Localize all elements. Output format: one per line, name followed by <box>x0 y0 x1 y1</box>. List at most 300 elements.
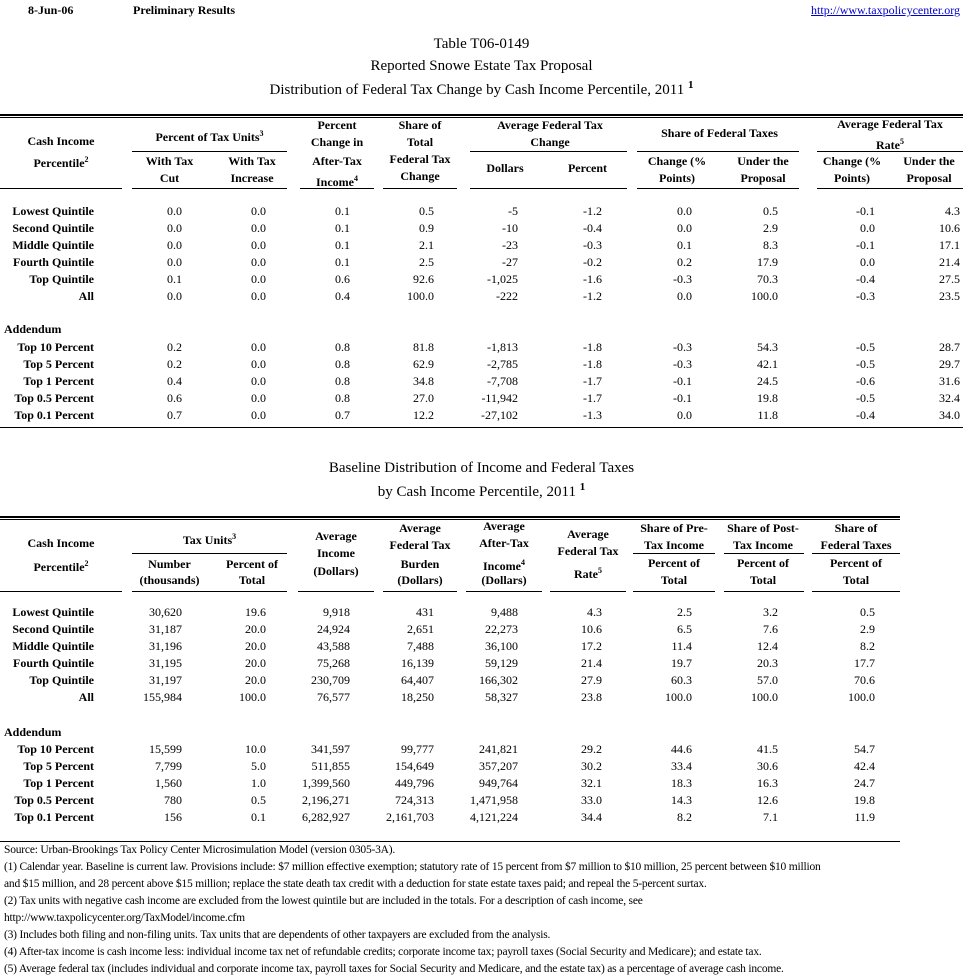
t1-group3-rule <box>637 151 799 152</box>
row-label: Top 1 Percent <box>23 374 94 388</box>
cell-value: 0.1 <box>335 204 350 218</box>
t1-rule <box>0 188 122 189</box>
cell-value: 0.0 <box>251 238 266 252</box>
table-row <box>0 622 963 639</box>
cell-value: 100.0 <box>848 690 875 704</box>
row-label: Top 10 Percent <box>17 340 94 354</box>
t2-h-col5-l2: After-Tax <box>479 536 529 550</box>
cell-value: 2,196,271 <box>302 793 350 807</box>
row-label: Top 1 Percent <box>23 776 94 790</box>
t1-h-g3c1-l1: Change (% <box>647 154 707 168</box>
cell-value: 10.0 <box>245 742 266 756</box>
t1-h-col4-l3: Federal Tax <box>389 152 451 166</box>
cell-value: 780 <box>164 793 182 807</box>
t2-h-col3-l2: Income <box>317 546 355 560</box>
table-row <box>0 673 963 690</box>
table-row <box>0 759 963 776</box>
cell-value: 31.6 <box>939 374 960 388</box>
t1-h-g1c1-l1: With Tax <box>145 154 194 168</box>
t2-rule <box>633 591 715 592</box>
t2-h-col3-l3: (Dollars) <box>313 564 359 578</box>
cell-value: -0.2 <box>583 255 602 269</box>
t2-h-g1c2-l1: Percent of <box>225 557 279 571</box>
cell-value: 21.4 <box>581 656 602 670</box>
t2-h-col6-l3: Rate$^5$ <box>574 566 602 581</box>
t1-h-g3c2-l1: Under the <box>737 154 789 168</box>
row-label: Top 0.5 Percent <box>14 391 94 405</box>
table1-title: Reported Snowe Estate Tax Proposal <box>370 58 593 74</box>
cell-value: 0.0 <box>251 408 266 422</box>
t1-h-col4-l2: Total <box>406 135 434 149</box>
cell-value: -1.3 <box>583 408 602 422</box>
cell-value: 0.5 <box>251 793 266 807</box>
cell-value: 154,649 <box>395 759 434 773</box>
cell-value: 11.8 <box>757 408 778 422</box>
report-status: Preliminary Results <box>133 3 236 17</box>
cell-value: 0.0 <box>251 221 266 235</box>
cell-value: -0.3 <box>673 340 692 354</box>
table-row <box>0 357 963 374</box>
t2-col8-rule <box>724 553 804 554</box>
t1-group4-rule <box>817 151 963 152</box>
cell-value: 0.0 <box>860 221 875 235</box>
t2-h-col8-s1: Percent of <box>736 556 790 570</box>
cell-value: 23.5 <box>939 289 960 303</box>
cell-value: 7,799 <box>155 759 182 773</box>
cell-value: -1.2 <box>583 204 602 218</box>
cell-value: 2,161,703 <box>386 810 434 824</box>
cell-value: -0.3 <box>856 289 875 303</box>
report-date: 8-Jun-06 <box>28 3 74 17</box>
t1-rule <box>817 188 963 189</box>
t1-h-g3c2-l2: Proposal <box>740 171 786 185</box>
t1-h-col4-l4: Change <box>400 169 440 183</box>
cell-value: 100.0 <box>751 289 778 303</box>
cell-value: 1,560 <box>155 776 182 790</box>
cell-value: 59,129 <box>485 656 518 670</box>
cell-value: 0.0 <box>167 204 182 218</box>
table-row <box>0 810 963 827</box>
cell-value: 14.3 <box>671 793 692 807</box>
cell-value: 20.0 <box>245 639 266 653</box>
t2-h-col9-s2: Total <box>842 573 870 587</box>
t1-h-g1c2-l1: With Tax <box>228 154 276 168</box>
table1-subtitle: Distribution of Federal Tax Change by Cash Income Percentile, 2011 $^1$ <box>269 79 694 98</box>
table-row <box>0 639 963 656</box>
cell-value: 8.2 <box>860 639 875 653</box>
t2-h-col9-l2: Federal Taxes <box>820 538 892 552</box>
cell-value: 29.2 <box>581 742 602 756</box>
cell-value: 34.4 <box>581 810 602 824</box>
table-row <box>0 408 963 425</box>
cell-value: 19.6 <box>245 605 266 619</box>
note-1b: and $15 million, and 28 percent above $15 million; replace the state death tax credit with a deduction for state estate taxes paid; and repeal the 5-percent surtax. <box>4 878 707 890</box>
cell-value: 0.8 <box>335 374 350 388</box>
cell-value: -1.7 <box>583 391 602 405</box>
cell-value: 0.1 <box>335 255 350 269</box>
t2-h-col7-s1: Percent of <box>647 556 701 570</box>
t2-col7-rule <box>633 553 715 554</box>
t1-h-group2-l1: Average Federal Tax <box>497 118 603 132</box>
cell-value: 166,302 <box>479 673 518 687</box>
cell-value: 16,139 <box>401 656 434 670</box>
cell-value: 5.0 <box>251 759 266 773</box>
t1-h-col3-l2: Change in <box>310 135 364 149</box>
row-label: Middle Quintile <box>12 639 94 653</box>
cell-value: -23 <box>502 238 518 252</box>
cell-value: 43,588 <box>317 639 350 653</box>
cell-value: 19.8 <box>757 391 778 405</box>
table-row <box>0 793 963 810</box>
cell-value: 100.0 <box>407 289 434 303</box>
cell-value: -0.3 <box>583 238 602 252</box>
note-2-link[interactable]: http://www.taxpolicycenter.org/TaxModel/income.cfm <box>4 912 245 924</box>
cell-value: 17.1 <box>939 238 960 252</box>
t2-h-col7-l2: Tax Income <box>644 538 704 552</box>
t2-h-col7-s2: Total <box>660 573 688 587</box>
t2-h-col8-l2: Tax Income <box>733 538 793 552</box>
cell-value: 155,984 <box>143 690 182 704</box>
row-label: Lowest Quintile <box>12 605 94 619</box>
cell-value: 4.3 <box>945 204 960 218</box>
cell-value: 64,407 <box>401 673 434 687</box>
cell-value: 23.8 <box>581 690 602 704</box>
t2-h-col5-l1: Average <box>483 519 525 533</box>
t1-h-group4-l2: Rate$^5$ <box>876 137 904 152</box>
cell-value: 31,196 <box>149 639 182 653</box>
cell-value: 42.4 <box>854 759 875 773</box>
cell-value: 30.6 <box>757 759 778 773</box>
cell-value: -2,785 <box>487 357 518 371</box>
cell-value: 0.0 <box>251 204 266 218</box>
cell-value: 20.3 <box>757 656 778 670</box>
cell-value: -1.8 <box>583 357 602 371</box>
table-row <box>0 204 963 221</box>
cell-value: 0.8 <box>335 391 350 405</box>
t2-h-g1c1-l1: Number <box>148 557 191 571</box>
cell-value: 0.0 <box>677 289 692 303</box>
cell-value: -11,942 <box>481 391 518 405</box>
cell-value: 33.4 <box>671 759 692 773</box>
cell-value: 32.1 <box>581 776 602 790</box>
table-row <box>0 690 963 707</box>
cell-value: 42.1 <box>757 357 778 371</box>
t2-h-g1c2-l2: Total <box>238 573 266 587</box>
cell-value: 8.3 <box>763 238 778 252</box>
cell-value: 4,121,224 <box>470 810 518 824</box>
t1-h-g4c1-l2: Points) <box>834 171 870 185</box>
t2-h-col6-l2: Federal Tax <box>557 544 619 558</box>
t1-h-group4-l1: Average Federal Tax <box>837 117 943 131</box>
t2-group1-rule <box>132 553 287 554</box>
t1-addendum-label: Addendum <box>4 322 62 336</box>
row-label: Fourth Quintile <box>12 255 94 269</box>
cell-value: 44.6 <box>671 742 692 756</box>
cell-value: 0.0 <box>251 255 266 269</box>
t1-h-g4c2-l1: Under the <box>903 154 955 168</box>
cell-value: -222 <box>496 289 518 303</box>
cell-value: 11.9 <box>854 810 875 824</box>
cell-value: 16.3 <box>757 776 778 790</box>
cell-value: 58,327 <box>485 690 518 704</box>
cell-value: 2.9 <box>860 622 875 636</box>
cell-value: 0.0 <box>251 289 266 303</box>
cell-value: 724,313 <box>395 793 434 807</box>
t1-h-g4c1-l1: Change (% <box>822 154 882 168</box>
cell-value: 75,268 <box>317 656 350 670</box>
t2-col9-rule <box>812 553 900 554</box>
row-label: Middle Quintile <box>12 238 94 252</box>
cell-value: 9,488 <box>491 605 518 619</box>
cell-value: 0.9 <box>419 221 434 235</box>
cell-value: 0.6 <box>167 391 182 405</box>
t1-h-g1c2-l2: Increase <box>230 171 274 185</box>
cell-value: 0.1 <box>335 238 350 252</box>
cell-value: 17.9 <box>757 255 778 269</box>
cell-value: 0.4 <box>335 289 350 303</box>
table-row <box>0 340 963 357</box>
cell-value: 7.1 <box>763 810 778 824</box>
cell-value: 21.4 <box>939 255 960 269</box>
cell-value: 0.0 <box>677 221 692 235</box>
cell-value: 30.2 <box>581 759 602 773</box>
cell-value: 24.5 <box>757 374 778 388</box>
row-label: All <box>78 289 94 303</box>
cell-value: 3.2 <box>763 605 778 619</box>
cell-value: -0.5 <box>856 357 875 371</box>
t1-rule <box>383 188 457 189</box>
table-row <box>0 656 963 673</box>
table-row <box>0 289 963 306</box>
note-2a: (2) Tax units with negative cash income are excluded from the lowest quintile but are included in the totals. For a description of cash income, see <box>4 895 643 907</box>
cell-value: 0.5 <box>763 204 778 218</box>
cell-value: 92.6 <box>413 272 434 286</box>
cell-value: 0.0 <box>251 374 266 388</box>
cell-value: 1.0 <box>251 776 266 790</box>
t2-h-col4-l3: Burden <box>400 557 440 571</box>
cell-value: 27.9 <box>581 673 602 687</box>
cell-value: 100.0 <box>751 690 778 704</box>
t2-h-col7-l1: Share of Pre- <box>640 521 708 535</box>
note-source: Source: Urban-Brookings Tax Policy Center Microsimulation Model (version 0305-3A). <box>4 844 396 856</box>
t2-h-col9-s1: Percent of <box>829 556 883 570</box>
note-1a: (1) Calendar year. Baseline is current law. Provisions include: $7 million effective exemption; statutory rate of 15 percent from $7 million to $10 million, 25 percent between $10 million <box>4 861 821 873</box>
cell-value: 241,821 <box>479 742 518 756</box>
cell-value: 0.0 <box>860 255 875 269</box>
row-label: Top 0.1 Percent <box>14 408 94 422</box>
cell-value: 0.0 <box>251 357 266 371</box>
cell-value: 0.0 <box>677 408 692 422</box>
cell-value: 31,187 <box>149 622 182 636</box>
cell-value: 76,577 <box>317 690 350 704</box>
cell-value: -7,708 <box>487 374 518 388</box>
t1-h-col4-l1: Share of <box>398 118 442 132</box>
cell-value: 949,764 <box>479 776 518 790</box>
cell-value: 449,796 <box>395 776 434 790</box>
cell-value: 70.6 <box>854 673 875 687</box>
cell-value: 6.5 <box>677 622 692 636</box>
cell-value: 11.4 <box>671 639 692 653</box>
cell-value: 29.7 <box>939 357 960 371</box>
table2-subtitle: by Cash Income Percentile, 2011 $^1$ <box>377 481 586 500</box>
cell-value: 341,597 <box>311 742 350 756</box>
cell-value: 0.0 <box>167 289 182 303</box>
cell-value: 0.1 <box>335 221 350 235</box>
cell-value: 7,488 <box>407 639 434 653</box>
t1-rule <box>637 188 799 189</box>
cell-value: 431 <box>416 605 434 619</box>
t2-h-group1: Tax Units$^3$ <box>182 532 237 547</box>
cell-value: 0.0 <box>251 391 266 405</box>
cell-value: 0.1 <box>677 238 692 252</box>
t2-h-col8-s2: Total <box>749 573 777 587</box>
t2-h-col4-l4: (Dollars) <box>397 573 443 587</box>
cell-value: 12.4 <box>757 639 778 653</box>
t2-rule <box>812 591 900 592</box>
t2-h-g1c1-l2: (thousands) <box>139 573 200 587</box>
note-3: (3) Includes both filing and non-filing units. Tax units that are dependents of other taxpayers are excluded from the analysis. <box>4 929 551 941</box>
t1-h-g1c1-l2: Cut <box>159 171 180 185</box>
row-label: Top 5 Percent <box>23 759 94 773</box>
t1-h-group1: Percent of Tax Units$^3$ <box>155 129 264 144</box>
cell-value: 20.0 <box>245 656 266 670</box>
tpc-link[interactable]: http://www.taxpolicycenter.org <box>811 3 960 17</box>
t2-addendum-label: Addendum <box>4 725 62 739</box>
cell-value: 10.6 <box>581 622 602 636</box>
t2-h-col9-l1: Share of <box>834 521 878 535</box>
t1-h-g4c2-l2: Proposal <box>906 171 952 185</box>
cell-value: 34.0 <box>939 408 960 422</box>
row-label: Lowest Quintile <box>12 204 94 218</box>
cell-value: -0.3 <box>673 357 692 371</box>
cell-value: 0.5 <box>860 605 875 619</box>
cell-value: -1.8 <box>583 340 602 354</box>
cell-value: 1,471,958 <box>470 793 518 807</box>
t1-h-col0-l2: Percentile$^2$ <box>33 155 89 170</box>
cell-value: 156 <box>164 810 182 824</box>
cell-value: 4.3 <box>587 605 602 619</box>
cell-value: 12.6 <box>757 793 778 807</box>
t2-h-col3-l1: Average <box>315 529 357 543</box>
cell-value: 19.7 <box>671 656 692 670</box>
t1-rule <box>132 188 287 189</box>
cell-value: 2.9 <box>763 221 778 235</box>
cell-value: 18,250 <box>401 690 434 704</box>
cell-value: -0.5 <box>856 391 875 405</box>
row-label: Top 10 Percent <box>17 742 94 756</box>
table-row <box>0 238 963 255</box>
t2-h-col4-l2: Federal Tax <box>389 538 451 552</box>
t2-rule <box>550 591 626 592</box>
cell-value: 32.4 <box>939 391 960 405</box>
cell-value: 12.2 <box>413 408 434 422</box>
cell-value: 0.0 <box>251 340 266 354</box>
cell-value: 0.4 <box>167 374 182 388</box>
t2-rule <box>466 591 542 592</box>
cell-value: 31,197 <box>149 673 182 687</box>
t1-h-g2c1: Dollars <box>486 161 524 175</box>
cell-value: 0.2 <box>677 255 692 269</box>
cell-value: 100.0 <box>665 690 692 704</box>
cell-value: 100.0 <box>239 690 266 704</box>
cell-value: -1,025 <box>487 272 518 286</box>
cell-value: -10 <box>502 221 518 235</box>
cell-value: 230,709 <box>311 673 350 687</box>
cell-value: 18.3 <box>671 776 692 790</box>
cell-value: 54.7 <box>854 742 875 756</box>
t1-group2-rule <box>470 151 627 152</box>
table1-number: Table T06-0149 <box>433 36 530 52</box>
cell-value: 0.0 <box>167 221 182 235</box>
cell-value: 2,651 <box>407 622 434 636</box>
t1-h-g3c1-l2: Points) <box>659 171 695 185</box>
cell-value: 81.8 <box>413 340 434 354</box>
cell-value: 99,777 <box>401 742 434 756</box>
cell-value: 0.0 <box>167 255 182 269</box>
cell-value: -27,102 <box>481 408 518 422</box>
row-label: Top Quintile <box>29 272 94 286</box>
row-label: All <box>78 690 94 704</box>
cell-value: -0.1 <box>856 204 875 218</box>
cell-value: -0.5 <box>856 340 875 354</box>
table2-title: Baseline Distribution of Income and Federal Taxes <box>328 460 635 476</box>
cell-value: 0.8 <box>335 340 350 354</box>
cell-value: 357,207 <box>479 759 518 773</box>
cell-value: 0.1 <box>251 810 266 824</box>
cell-value: 15,599 <box>149 742 182 756</box>
row-label: Fourth Quintile <box>12 656 94 670</box>
cell-value: 8.2 <box>677 810 692 824</box>
cell-value: 0.6 <box>335 272 350 286</box>
cell-value: 41.5 <box>757 742 778 756</box>
cell-value: 20.0 <box>245 622 266 636</box>
t1-h-group2-l2: Change <box>530 135 570 149</box>
t1-h-col3-l3: After-Tax <box>312 154 362 168</box>
t1-h-g2c2: Percent <box>567 161 608 175</box>
table-row <box>0 391 963 408</box>
note-5: (5) Average federal tax (includes individual and corporate income tax, payroll taxes for Social Security and Medicare, and the estate tax) as a percentage of average cash income. <box>4 963 784 975</box>
cell-value: 6,282,927 <box>302 810 350 824</box>
t2-rule <box>724 591 804 592</box>
table-row <box>0 776 963 793</box>
cell-value: 10.6 <box>939 221 960 235</box>
cell-value: 24,924 <box>317 622 350 636</box>
cell-value: 20.0 <box>245 673 266 687</box>
row-label: Second Quintile <box>12 622 94 636</box>
cell-value: -0.4 <box>856 272 875 286</box>
cell-value: -0.6 <box>856 374 875 388</box>
cell-value: 0.1 <box>167 272 182 286</box>
table-row <box>0 605 963 622</box>
footnotes <box>4 842 963 978</box>
cell-value: 22,273 <box>485 622 518 636</box>
cell-value: -0.1 <box>673 391 692 405</box>
note-4: (4) After-tax income is cash income less: individual income tax net of refundable credits; corporate income tax; payroll taxes (Social Security and Medicare); and estate tax. <box>4 946 762 958</box>
t2-rule <box>298 591 374 592</box>
cell-value: 24.7 <box>854 776 875 790</box>
t1-h-col3-l4: Income$^4$ <box>316 174 358 189</box>
t2-h-col6-l1: Average <box>567 527 609 541</box>
cell-value: -1.7 <box>583 374 602 388</box>
t1-group1-rule <box>132 151 287 152</box>
cell-value: 19.8 <box>854 793 875 807</box>
row-label: Top Quintile <box>29 673 94 687</box>
t1-h-group3: Share of Federal Taxes <box>661 126 778 140</box>
table-row <box>0 221 963 238</box>
cell-value: 34.8 <box>413 374 434 388</box>
table-row <box>0 374 963 391</box>
cell-value: 17.2 <box>581 639 602 653</box>
